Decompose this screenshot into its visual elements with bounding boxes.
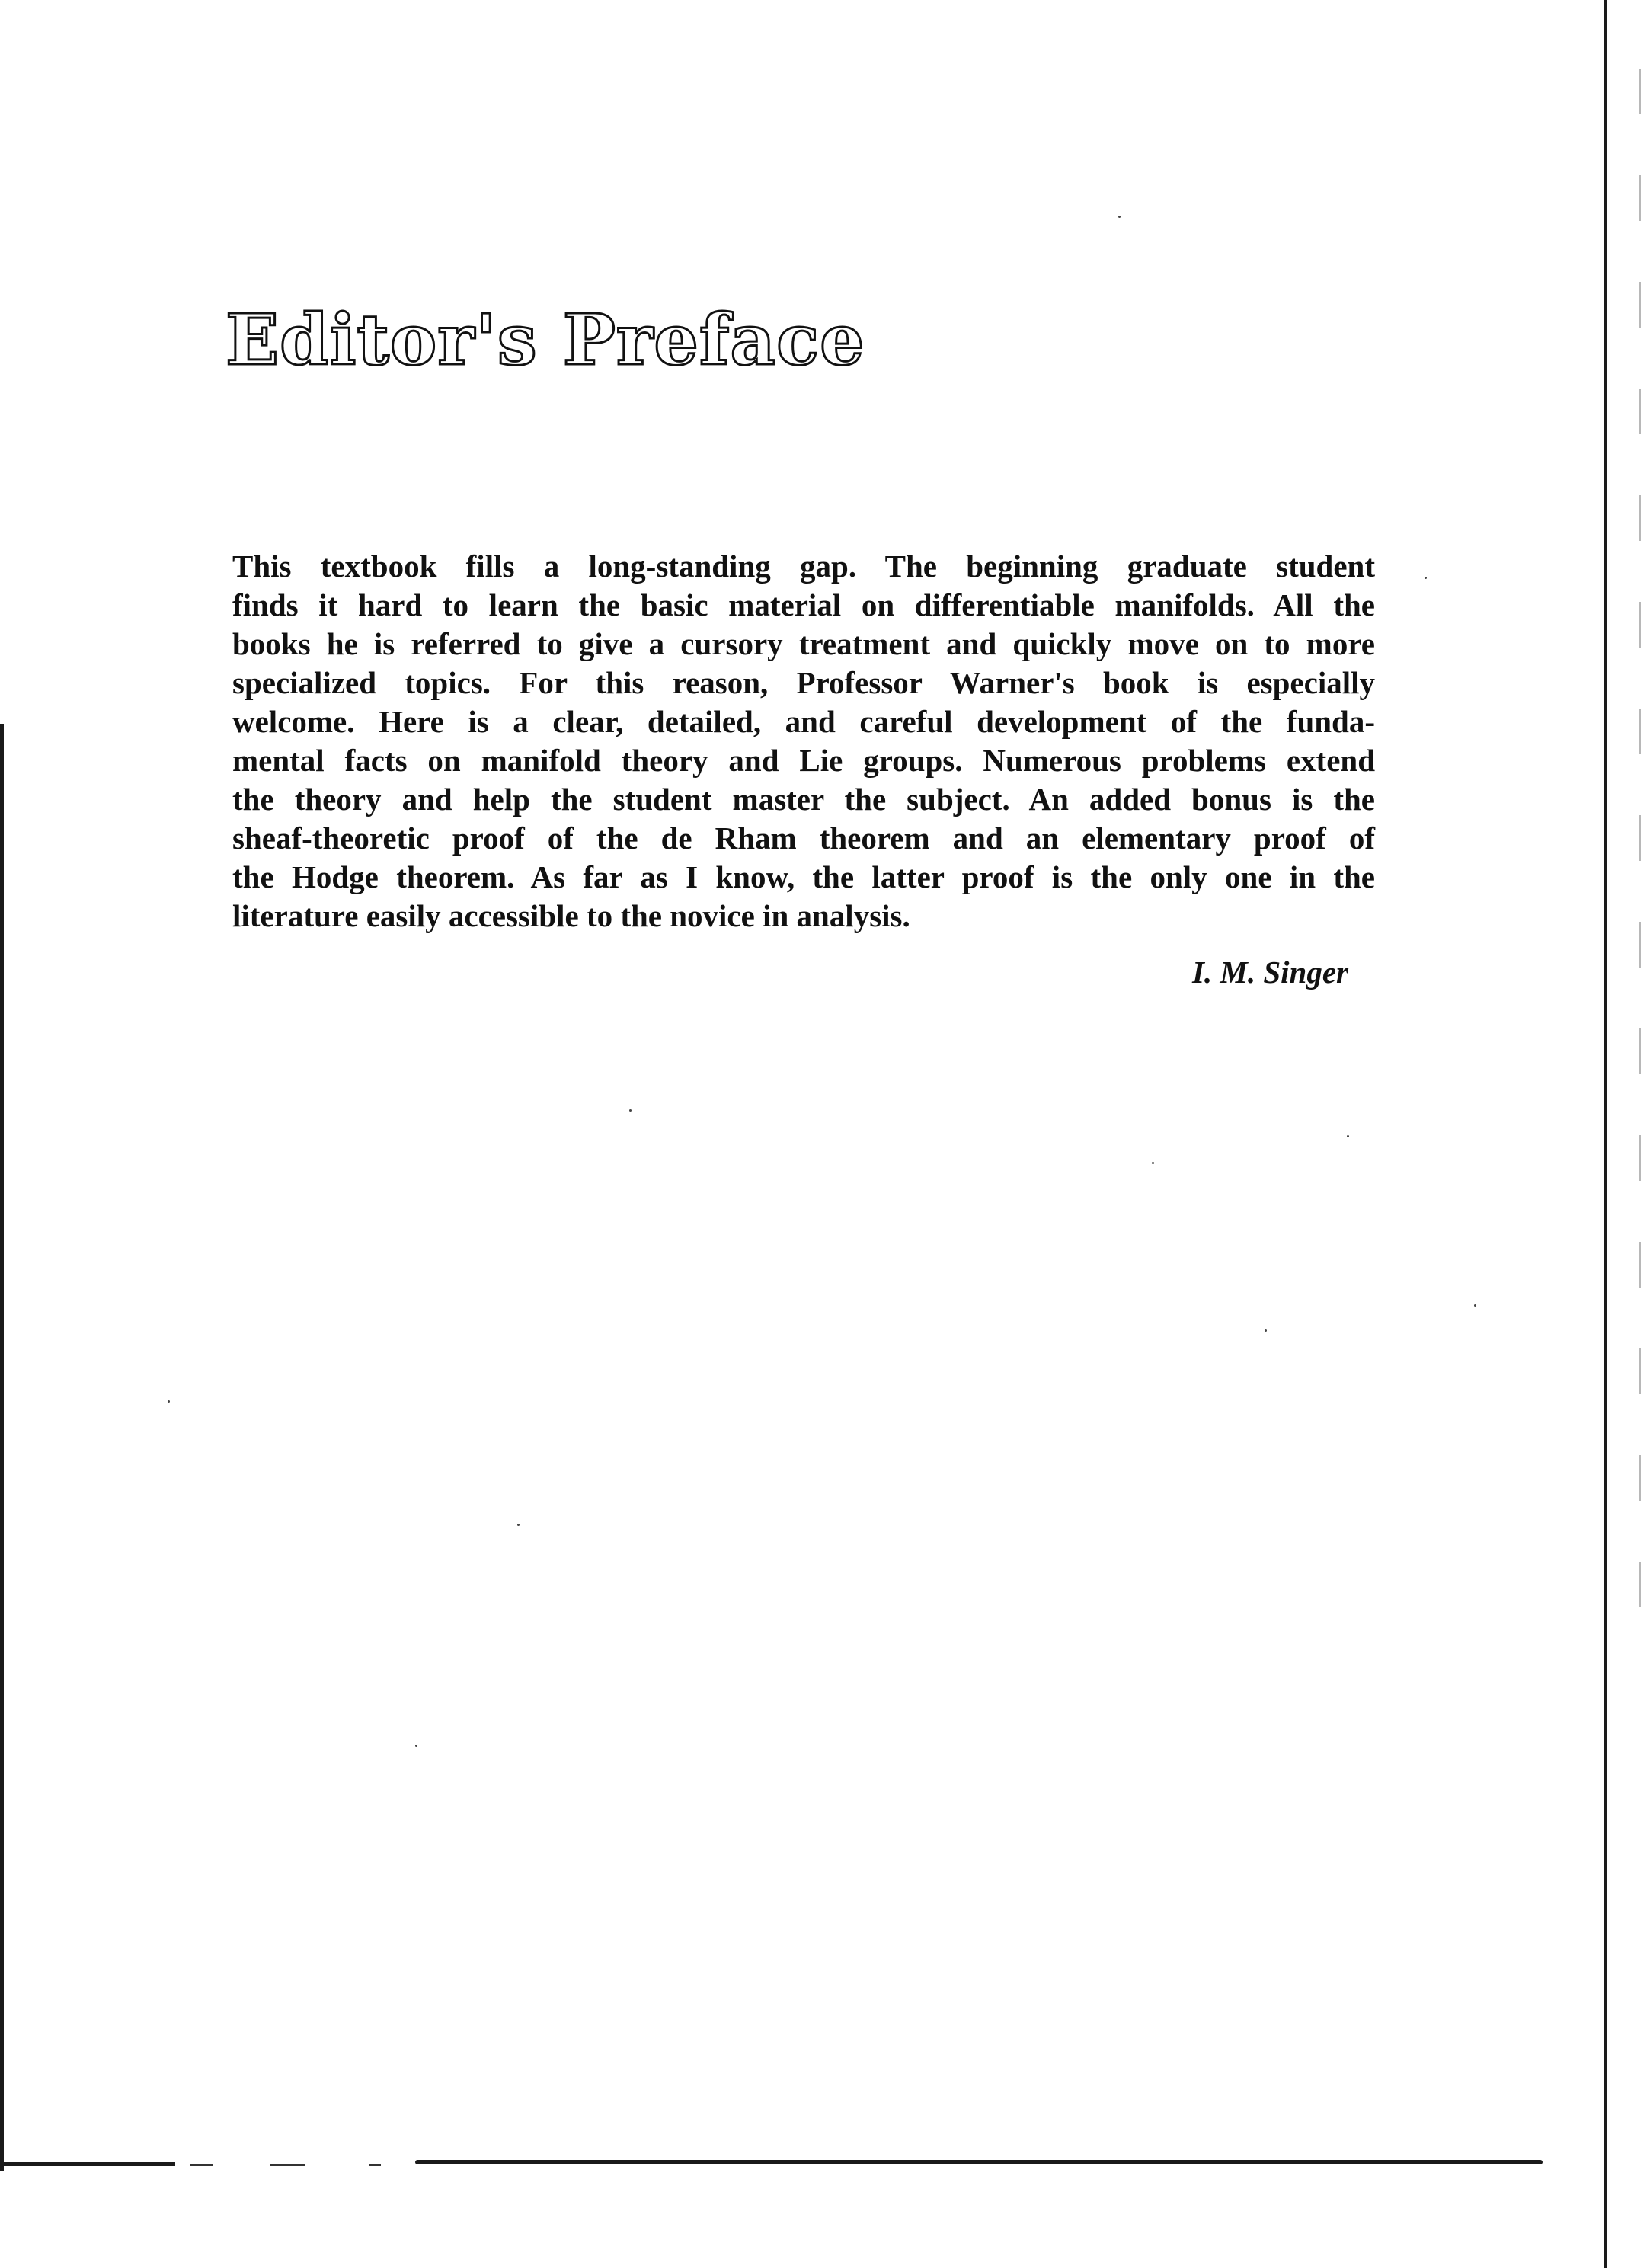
paragraph-line: sheaf-theoretic proof of the de Rham theorem and an elementary proof of — [232, 821, 1375, 856]
scan-edge-bottom-dash — [369, 2164, 381, 2166]
scan-edge-bottom-dash — [190, 2164, 213, 2166]
scan-edge-left — [0, 724, 4, 2171]
paragraph-line: This textbook fills a long-standing gap. The beginning graduate student — [232, 549, 1375, 584]
page-title: Editor's Preface — [225, 298, 865, 381]
scan-speck — [629, 1109, 632, 1112]
scan-speck — [1118, 216, 1121, 218]
paragraph-line: mental facts on manifold theory and Lie groups. Numerous problems extend — [232, 743, 1375, 778]
preface-paragraph — [232, 547, 1375, 936]
paragraph-line: books he is referred to give a cursory treatment and quickly move on to more — [232, 626, 1375, 661]
author-signature: I. M. Singer — [1191, 955, 1348, 990]
scan-speck — [1425, 577, 1427, 579]
scan-speck — [168, 1400, 170, 1403]
scan-edge-bottom-dash — [270, 2164, 305, 2166]
scan-edge-bottom — [415, 2160, 1543, 2164]
scan-speck — [1347, 1135, 1349, 1137]
scan-speck — [517, 1524, 520, 1526]
scan-edge-right — [1604, 0, 1607, 2268]
scan-edge-bottom-left — [0, 2162, 175, 2166]
paragraph-line: the Hodge theorem. As far as I know, the latter proof is the only one in the — [232, 859, 1375, 894]
paragraph-line: finds it hard to learn the basic material on differentiable manifolds. All the — [232, 587, 1375, 622]
scan-speck — [1474, 1304, 1476, 1307]
scan-speck — [1152, 1162, 1154, 1164]
paragraph-line: the theory and help the student master the subject. An added bonus is the — [232, 782, 1375, 817]
paragraph-line: specialized topics. For this reason, Professor Warner's book is especially — [232, 665, 1375, 700]
scan-speck — [415, 1745, 417, 1747]
paragraph-line: literature easily accessible to the novice in analysis. — [232, 898, 910, 933]
scan-speck — [1265, 1329, 1267, 1332]
scan-edge-right-faint — [1639, 69, 1641, 1668]
paragraph-line: welcome. Here is a clear, detailed, and careful development of the funda- — [232, 704, 1375, 739]
